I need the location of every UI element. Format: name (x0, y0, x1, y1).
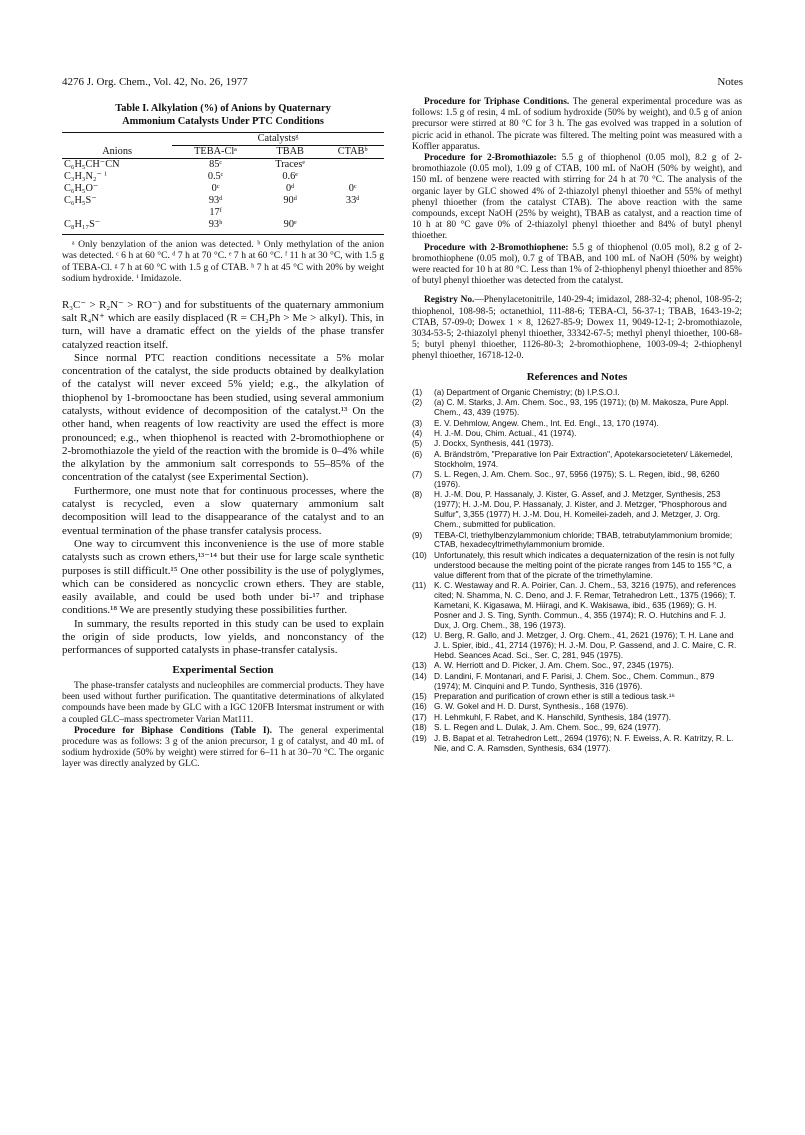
cell-tbab: 0ᵈ (285, 183, 295, 194)
triphase-procedure (412, 97, 742, 153)
reference-item (412, 450, 742, 470)
reference-item (412, 470, 742, 490)
reference-text: (a) C. M. Starks, J. Am. Chem. Soc., 93, 195 (1971); (b) M. Makosza, Pure Appl. Chem., 43, 439 (1975). (434, 397, 729, 418)
reference-item (412, 581, 742, 631)
catalysts-header: Catalystsᵍ (172, 133, 384, 146)
cell-tbab: Tracesᵉ (275, 159, 305, 170)
reference-number: (8) (412, 489, 423, 500)
reference-item (412, 723, 742, 733)
cell-tbab: 90ᵈ (283, 195, 297, 206)
reference-item (412, 419, 742, 429)
table-caption-line-1: Table I. Alkylation (%) of Anions by Quaternary (115, 103, 331, 114)
cell-anion: C₆H₅S⁻ (64, 195, 97, 206)
reference-number: (13) (412, 660, 427, 671)
reference-number: (15) (412, 691, 427, 702)
reference-item (412, 661, 742, 671)
reference-item (412, 631, 742, 661)
reference-text: U. Berg, R. Gallo, and J. Metzger, J. Org. Chem., 41, 2621 (1976); T. H. Lane and J. L. Spier, ibid., 41, 2714 (1976); H. J.-M. Dou, P. Gassend, and J. C. Maire, C. R. Hebd. Seances Acad. Sci., Ser. C, 281, 945 (1975). (434, 630, 737, 660)
table-row (62, 195, 384, 207)
cell-teba: 0ᶜ (211, 183, 220, 194)
bromothiophene-procedure (412, 243, 742, 288)
cell-teba: 93ᵈ (208, 195, 223, 206)
reference-text: Preparation and purification of crown ether is still a tedious task.¹⁶ (434, 691, 675, 702)
cell-ctab (321, 171, 384, 183)
table-footnote: ᵃ Only benzylation of the anion was detected. ᵇ Only methylation of the anion was detected. ᶜ 6 h at 60 °C. ᵈ 7 h at 70 °C. ᵉ 7 h at 60 °C. ᶠ 11 h at 30 °C, with 1.5 g of TEBA-Cl. ᵍ 7 h at 60 °C with 1.5 g of CTAB. ʰ 7 h at 45 °C with 20% by weight sodium hydroxide. ⁱ Imidazole. (62, 239, 384, 285)
col-anions: Anions (102, 145, 132, 157)
cell-ctab: 0ᶜ (348, 183, 357, 194)
reference-number: (1) (412, 386, 423, 397)
biphase-text-start: The general experimental procedure was as follows: 3 g of the anion precursor, 1 g of catalyst, and 40 mL of sodium hydroxide (50% by weight) were stirred for 6–11 h at 30–70 °C. The organic layer was directly analyzed by GLC. (62, 725, 384, 770)
body-paragraph: In summary, the results reported in this study can be used to explain the origin of side products, low yields, and nonconstancy of the performances of supported catalysts in phase-transfer catalysis. (62, 617, 384, 657)
reference-item (412, 398, 742, 418)
reference-text: (a) Department of Organic Chemistry; (b) I.P.S.O.I. (434, 386, 620, 397)
cell-anion: C₃H₃N₂⁻ ⁱ (64, 171, 107, 182)
cell-teba: 0.5ᶜ (207, 171, 224, 182)
registry-label: Registry No. (424, 295, 475, 306)
col-teba: TEBA-Clᵃ (194, 146, 237, 157)
reference-text: D. Landini, F. Montanari, and F. Parisi, J. Chem. Soc., Chem. Commun., 879 (1974); M. Cinquini and P. Tundo, Synthesis, 316 (1976). (434, 670, 715, 691)
cell-tbab: 90ᵉ (283, 219, 297, 230)
table-caption (62, 103, 384, 128)
reference-item (412, 531, 742, 551)
body-paragraph: R₃C⁻ > R₂N⁻ > RO⁻) and for substituents of the quaternary ammonium salt R₄N⁺ which are easily displaced (R = CH₂Ph > Me > alkyl). This, in turn, will have a dramatic effect on the yields of the phase transfer catalyzed reaction itself. (62, 298, 384, 351)
cell-ctab (321, 159, 384, 172)
reference-text: S. L. Regen and L. Dulak, J. Am. Chem. Soc., 99, 624 (1977). (434, 722, 661, 733)
triphase-title: Procedure for Triphase Conditions. (424, 97, 570, 107)
bromothiazole-text: 5.5 g of thiophenol (0.05 mol), 8.2 g of 2-bromothiazole (0.05 mol), 1.09 g of CTAB, 100 mL of NaOH (50% by weight), and 150 mL of benzene were reacted with stirring for 24 h at 70 °C. The analysis of the organic layer by GLC showed 4% of 2-thiazolyl phenyl thioether and 55% of methyl phenyl thioether (from the catalyst CTAB). The above reaction with the same compounds, except NaOH (25% by weight), TBAB as catalyst, and a reaction time of 10 h at 80 °C gave 0% of 2-thiazolyl phenyl thioether and 84% of butyl phenyl thioether. (412, 153, 743, 242)
reference-number: (6) (412, 448, 423, 459)
reference-text: J. Dockx, Synthesis, 441 (1973). (434, 438, 554, 449)
col-tbab: TBAB (276, 146, 304, 157)
table-caption-line-2: Ammonium Catalysts Under PTC Conditions (122, 115, 324, 127)
registry-text: —Phenylacetonitrile, 140-29-4; imidazol, 288-32-4; phenol, 108-95-2; thiophenol, 108-98-5; octanethiol, 111-88-6; TEBA-Cl, 56-37-1; TBAB, 1643-19-2; CTAB, 57-09-0; Dowex 1 × 8, 12627-85-9; Dowex 11, 9049-12-1; 2-bromothiazole, 3034-53-5; 2-thiazolyl phenyl thioether, 33342-67-5; methyl phenyl thioether, 100-68-5; butyl phenyl thioether, 1126-80-3; 2-bromothiophene, 1003-09-4; 2-thiophenyl phenyl thioether, 16718-12-0. (412, 295, 742, 362)
reference-item (412, 490, 742, 530)
reference-item (412, 713, 742, 723)
reference-number: (3) (412, 417, 423, 428)
reference-item (412, 429, 742, 439)
cell-teba: 85ᶜ (209, 159, 223, 170)
body-paragraph: Since normal PTC reaction conditions necessitate a 5% molar concentration of the catalyst, the side products obtained by dealkylation of the catalyst will never exceed 5% yield; e.g., the alkylation of thiophenol by 1-bromooctane has been studied, using several ammonium catalysts, without evidence of decomposition of the catalyst.¹³ On the other hand, when reagents of low reactivity are used the effect is more pronounced; e.g., when thiophenol is reacted with 2-bromothiophene or 2-bromothiazole the yield of the reaction with the bromide is 0–4% while the alkylation by the ammonium salt corresponds to 55–85% of the concentration of the catalyst (see Experimental Section). (62, 351, 384, 484)
reference-item (412, 672, 742, 692)
reference-list (412, 388, 742, 754)
table-row (62, 183, 384, 195)
col-ctab: CTABᵇ (337, 146, 368, 157)
registry-numbers (412, 295, 742, 362)
cell-anion: C₈H₁₇S⁻ (64, 219, 101, 230)
reference-item (412, 551, 742, 581)
cell-tbab: 0.6ᵉ (282, 171, 298, 182)
table-row (62, 159, 384, 172)
body-paragraph: Furthermore, one must note that for continuous processes, where the catalyst is recycled, even a slow quaternary ammonium salt decomposition will lead to the disappearance of the catalyst and to an eventual termination of the phase transfer catalysis process. (62, 484, 384, 537)
left-column (62, 97, 384, 771)
cell-ctab (321, 219, 384, 235)
reference-number: (7) (412, 469, 423, 480)
reference-number: (14) (412, 670, 427, 681)
cell-teba: 93ʰ (208, 219, 223, 230)
cell-ctab (321, 207, 384, 219)
reference-number: (9) (412, 529, 423, 540)
reference-text: A. Brändström, "Preparative Ion Pair Extraction", Apotekarsocieteten/ Läkemedel, Stockholm, 1974. (434, 448, 733, 469)
table-row (62, 219, 384, 235)
cell-anion (62, 207, 172, 219)
bromothiazole-title: Procedure for 2-Bromothiazole: (424, 153, 557, 164)
cell-tbab (259, 207, 321, 219)
reference-number: (18) (412, 722, 427, 733)
table-row (62, 171, 384, 183)
alkylation-table (62, 132, 384, 235)
running-header (62, 76, 743, 92)
reference-text: J. B. Bapat et al. Tetrahedron Lett., 2694 (1976); N. F. Eweiss, A. R. Katritzy, R. L. Nie, and C. A. Ramsden, Synthesis, 634 (1977). (434, 732, 734, 753)
reference-text: Unfortunately, this result which indicates a dequaternization of the resin is not fully understood because the melting point of the picrate ranges from 145 to 155 °C, a value different from that of the picrate of the trimethylamine. (434, 549, 735, 580)
biphase-title: Procedure for Biphase Conditions (Table I). (74, 725, 273, 736)
reference-text: TEBA-Cl, triethylbenzylammonium chloride; TBAB, tetrabutylammonium bromide; CTAB, hexadecyltrimethylammonium bromide. (434, 529, 733, 550)
reference-item (412, 702, 742, 712)
reference-text: S. L. Regen, J. Am. Chem. Soc., 97, 5956 (1975); S. L. Regen, ibid., 98, 6260 (1976). (434, 469, 720, 490)
reference-text: H. J.-M. Dou, P. Hassanaly, J. Kister, G. Assef, and J. Metzger, Synthesis, 253 (1977); H. J.-M. Dou, P. Hassanaly, J. Kister, and J. Metzger, "Phosphorous and Sulfur", 3,355 (1977) H. J.-M. Dou, H. Komeilei-zadeh, and J. Metzger, J. Org. Chem., submitted for publication. (434, 489, 727, 530)
right-column (412, 97, 742, 754)
triphase-text: The general experimental procedure was as follows: 1.5 g of resin, 4 mL of sodium hydroxide (50% by weight), and 0.5 g of anion precursor were stirred at 80 °C for 3 h. The gas evolved was trapped in a solution of picric acid in ethanol. The picrate was filtered. The melting point was measured with a Koffler apparatus. (412, 97, 742, 152)
experimental-intro: The phase-transfer catalysts and nucleophiles are commercial products. They have been used without further purification. The quantitative determinations of alkylated compounds have been made by GLC with a IGC 120FB Intersmat instrument or with a coupled GLC–mass spectrometer Varian Mat111. (62, 681, 384, 725)
reference-number: (17) (412, 711, 427, 722)
reference-text: E. V. Dehmlow, Angew. Chem., Int. Ed. Engl., 13, 170 (1974). (434, 417, 659, 428)
journal-citation: 4276 J. Org. Chem., Vol. 42, No. 26, 1977 (62, 76, 248, 88)
reference-number: (2) (412, 397, 423, 408)
bromothiophene-text: 5.5 g of thiophenol (0.05 mol), 8.2 g of 2-bromothiophene (0.05 mol), 0.7 g of TBAB, and 100 mL of NaOH (50% by weight) were reacted for 10 h at 80 °C. Less than 1% of 2-thiophenyl phenyl thioether and 85% of butyl phenyl thioether was detected from the catalyst. (412, 242, 743, 287)
reference-text: H. Lehmkuhl, F. Rabet, and K. Hanschild, Synthesis, 184 (1977). (434, 711, 672, 722)
cell-anion: C₆H₅O⁻ (64, 183, 99, 194)
cell-anion: C₆H₅CH⁻CN (64, 159, 120, 170)
reference-number: (4) (412, 428, 423, 438)
reference-item (412, 439, 742, 449)
table-row (62, 207, 384, 219)
cell-ctab: 33ᵈ (345, 195, 360, 206)
reference-number: (10) (412, 549, 427, 560)
body-paragraph: One way to circumvent this inconvenience is the use of more stable catalysts such as crown ethers,¹³⁻¹⁴ but their use for large scale synthetic purposes is still difficult.¹⁵ One other possibility is the use of polyglymes, which can be considered as noncyclic crown ethers. They are stable, easily available, and could be used both under bi-¹⁷ and triphase conditions.¹⁸ We are presently studying these possibilities further. (62, 537, 384, 617)
references-heading: References and Notes (526, 370, 628, 383)
reference-item (412, 734, 742, 754)
reference-text: H. J.-M. Dou, Chim. Actual., 41 (1974). (434, 428, 577, 438)
bromothiazole-procedure (412, 153, 742, 243)
reference-item (412, 692, 742, 702)
reference-number: (5) (412, 438, 423, 449)
reference-item (412, 388, 742, 398)
cell-teba: 17ᶠ (209, 207, 222, 218)
reference-number: (16) (412, 701, 427, 712)
reference-number: (12) (412, 630, 427, 641)
biphase-procedure (62, 726, 384, 771)
reference-number: (11) (412, 580, 427, 591)
bromothiophene-title: Procedure with 2-Bromothiophene: (424, 242, 569, 253)
reference-text: G. W. Gokel and H. D. Durst, Synthesis., 168 (1976). (434, 701, 629, 712)
section-label: Notes (717, 76, 743, 88)
reference-number: (19) (412, 732, 427, 743)
reference-text: K. C. Westaway and R. A. Poirier, Can. J. Chem., 53, 3216 (1975), and references cited; N. Shamma, N. C. Deno, and J. F. Remar, Tetrahedron Lett., 1375 (1966); T. Kametani, K. Kigasawa, M. Hiiragi, and K. Wakisawa, ibid., 635 (1969); G. H. Posner and J. S. Ting, Synth. Commun., 4, 355 (1974); R. O. Hutchins and F. J. Dux, J. Org. Chem., 38, 196 (1973). (434, 580, 736, 630)
reference-text: A. W. Herriott and D. Picker, J. Am. Chem. Soc., 97, 2345 (1975). (434, 660, 674, 671)
experimental-heading: Experimental Section (172, 663, 274, 676)
